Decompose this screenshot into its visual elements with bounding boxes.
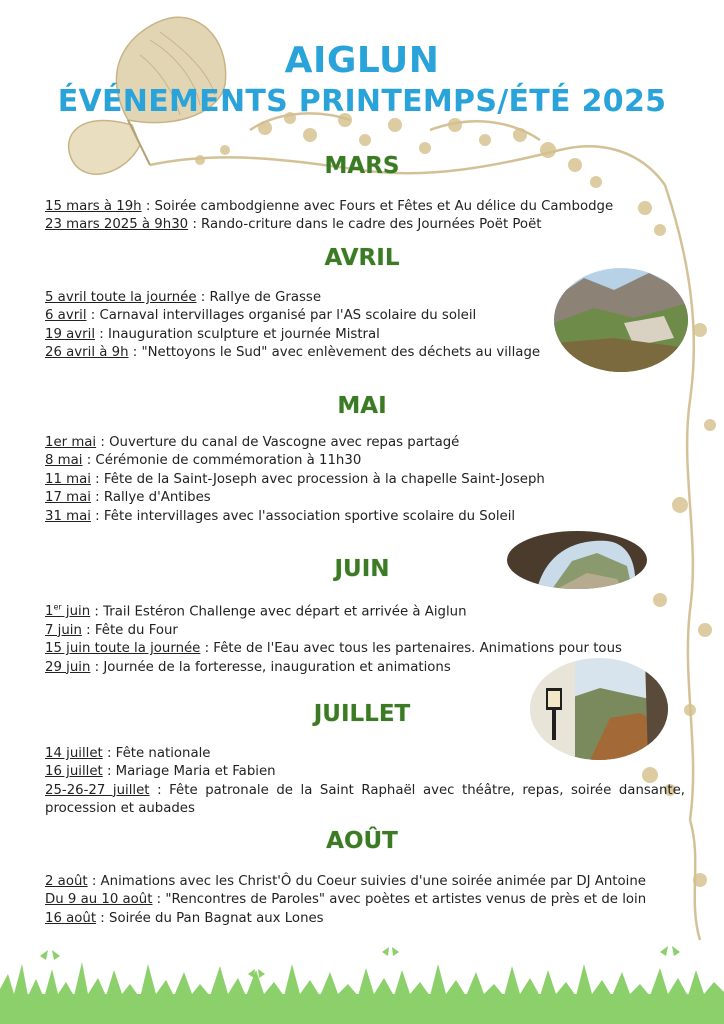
month-heading-avril: AVRIL [324, 245, 400, 271]
event-text: : Rando-criture dans le cadre des Journées Poët Poët [188, 217, 542, 233]
event-date: 11 mai [45, 471, 91, 487]
event-item [45, 508, 685, 526]
event-item [45, 599, 685, 622]
event-text: : Rallye de Grasse [196, 290, 322, 305]
event-date: 31 mai [45, 508, 91, 524]
village-photo [554, 268, 688, 372]
event-text: : Mariage Maria et Fabien [102, 764, 276, 780]
month-heading-juin: JUIN [334, 556, 390, 582]
event-text: : Fête intervillages avec l'association sportive scolaire du Soleil [90, 508, 516, 524]
event-item [45, 216, 685, 234]
event-text: : Ouverture du canal de Vascogne avec repas partagé [96, 435, 460, 450]
event-text: : "Rencontres de Paroles" avec poètes et artistes venus de près et de loin [152, 892, 647, 908]
event-date: 2 août [45, 874, 88, 889]
event-item [45, 745, 685, 763]
event-date: 8 mai [45, 453, 83, 469]
month-heading-aout: AOÛT [326, 828, 398, 854]
event-item [45, 434, 685, 452]
event-text: : Soirée du Pan Bagnat aux Lones [96, 910, 324, 926]
event-text: : Soirée cambodgienne avec Fours et Fêtes et Au délice du Cambodge [141, 199, 614, 214]
event-text: : Carnaval intervillages organisé par l'AS scolaire du soleil [86, 308, 477, 324]
event-text: : "Nettoyons le Sud" avec enlèvement des déchets au village [128, 345, 541, 361]
event-date: 23 mars 2025 à 9h30 [45, 217, 189, 233]
event-list-juillet [45, 745, 685, 819]
event-date: 5 avril toute la journée [45, 290, 197, 305]
event-text: : Fête patronale de la Saint Raphaël avec théâtre, repas, soirée dansante, procession et aubades [45, 782, 685, 817]
event-list-mars [45, 198, 685, 235]
event-date: 7 juin [45, 622, 82, 638]
event-text: : Inauguration sculpture et journée Mistral [95, 326, 380, 342]
event-text: : Journée de la forteresse, inauguration et animations [90, 659, 451, 675]
event-date: 29 juin [45, 659, 91, 675]
event-text: : Fête de l'Eau avec tous les partenaires. Animations pour tous [200, 641, 622, 657]
event-item [45, 640, 685, 658]
month-heading-mars: MARS [324, 153, 400, 179]
event-text: : Cérémonie de commémoration à 11h30 [82, 453, 362, 469]
event-item [45, 910, 685, 928]
event-item [45, 489, 685, 507]
event-item [45, 622, 685, 640]
event-item [45, 891, 685, 909]
event-date: 15 mars à 19h [45, 199, 142, 214]
event-text: : Fête de la Saint-Joseph avec procession à la chapelle Saint-Joseph [90, 471, 545, 487]
event-date: 6 avril [45, 308, 87, 324]
page-title: AIGLUN [284, 40, 440, 81]
event-date: Du 9 au 10 août [45, 892, 153, 908]
event-date: 1er mai [45, 435, 97, 450]
event-date: 16 juillet [45, 764, 103, 780]
event-date: 26 avril à 9h [45, 345, 129, 361]
event-date: 19 avril [45, 326, 96, 342]
event-item [45, 471, 685, 489]
event-text: : Fête nationale [102, 746, 211, 761]
event-text: : Trail Estéron Challenge avec départ et arrivée à Aiglun [90, 604, 467, 620]
month-heading-mai: MAI [337, 393, 387, 419]
event-date: 1er juin [45, 603, 91, 620]
event-date: 15 juin toute la journée [45, 641, 201, 657]
grass-icon [0, 962, 724, 1024]
event-text: : Rallye d'Antibes [90, 490, 211, 506]
event-text: : Fête du Four [81, 622, 178, 638]
month-heading-juillet: JUILLET [313, 701, 411, 727]
event-item [45, 198, 685, 216]
event-item [45, 782, 685, 819]
event-item [45, 452, 685, 470]
grass-border [0, 934, 724, 1024]
event-date: 17 mai [45, 490, 91, 506]
event-item [45, 763, 685, 781]
event-date: 14 juillet [45, 746, 103, 761]
event-date: 16 août [45, 910, 97, 926]
event-list-mai [45, 434, 685, 526]
event-date: 25-26-27 juillet [45, 782, 150, 798]
event-item [45, 873, 685, 891]
event-list-aout [45, 873, 685, 928]
event-text: : Animations avec les Christ'Ô du Coeur suivies d'une soirée animée par DJ Antoine [87, 874, 646, 889]
page-subtitle: ÉVÉNEMENTS PRINTEMPS/ÉTÉ 2025 [57, 84, 667, 119]
